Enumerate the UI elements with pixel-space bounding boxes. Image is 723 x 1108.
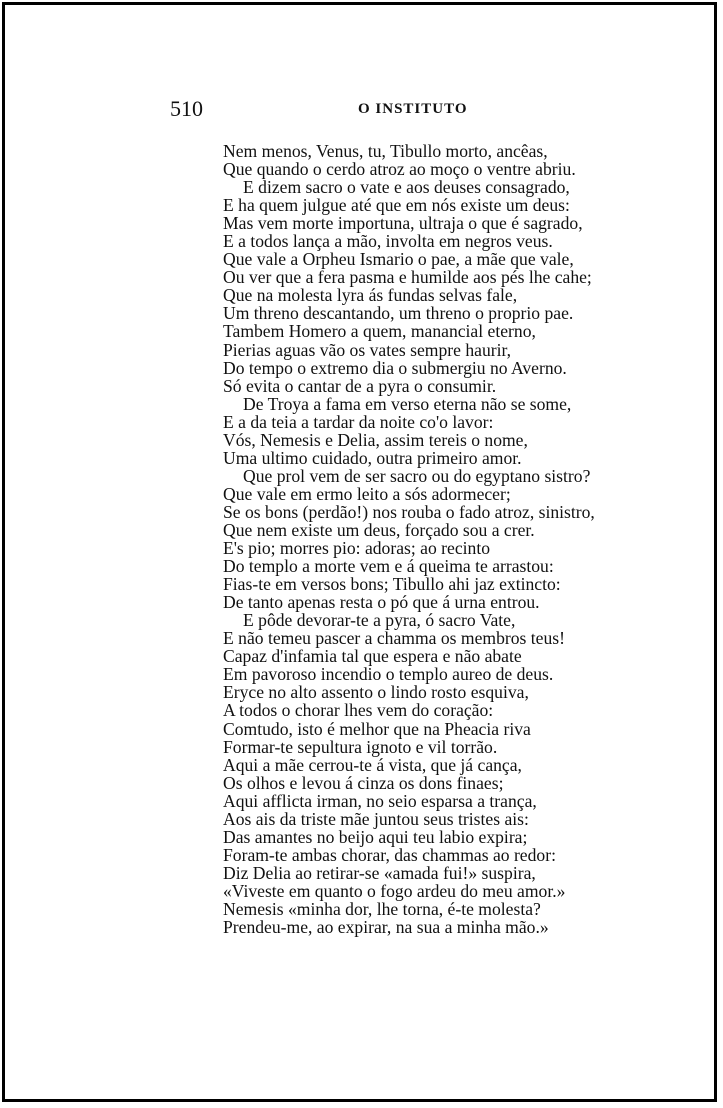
poem-line: Foram-te ambas chorar, das chammas ao redor: <box>223 844 556 865</box>
poem-line: E dizem sacro o vate e aos deuses consagrado, <box>243 177 570 198</box>
poem-line: Diz Delia ao retirar-se «amada fui!» suspira, <box>223 862 536 883</box>
poem-line: E pôde devorar-te a pyra, ó sacro Vate, <box>243 610 516 631</box>
running-title: O INSTITUTO <box>358 101 468 117</box>
poem-line: Que nem existe um deus, forçado sou a crer. <box>223 519 535 540</box>
poem-line: Vós, Nemesis e Delia, assim tereis o nome, <box>223 429 528 450</box>
poem-line: Aqui a mãe cerrou-te á vista, que já cança, <box>223 754 522 775</box>
poem-line: Das amantes no beijo aqui teu labio expira; <box>223 826 528 847</box>
poem-line: Um threno descantando, um threno o proprio pae. <box>223 303 574 324</box>
poem-line: De Troya a fama em verso eterna não se some, <box>243 393 572 414</box>
poem-line: Do templo a morte vem e á queima te arrastou: <box>223 556 554 577</box>
poem-line: Eryce no alto assento o lindo rosto esquiva, <box>223 682 529 703</box>
poem-line: Comtudo, isto é melhor que na Pheacia riva <box>223 718 531 739</box>
poem-line: Prendeu-me, ao expirar, na sua a minha mão.» <box>223 917 549 938</box>
poem-line: Mas vem morte importuna, ultraja o que é sagrado, <box>223 213 583 234</box>
poem-line: E a da teia a tardar da noite co'o lavor: <box>223 411 494 432</box>
poem-line: Que vale a Orpheu Ismario o pae, a mãe que vale, <box>223 249 574 270</box>
poem-line: Aqui afflicta irman, no seio esparsa a trança, <box>223 790 537 811</box>
poem-line: Que prol vem de ser sacro ou do egyptano sistro? <box>243 465 591 486</box>
poem-line: Fias-te em versos bons; Tibullo ahi jaz extincto: <box>223 574 561 595</box>
poem-line: Em pavoroso incendio o templo aureo de deus. <box>223 664 554 685</box>
poem-line: E's pio; morres pio: adoras; ao recinto <box>223 538 491 559</box>
poem-line: «Viveste em quanto o fogo ardeu do meu amor.» <box>223 880 566 901</box>
poem-line: Pierias aguas vão os vates sempre haurir, <box>223 339 512 360</box>
poem-body <box>223 142 603 936</box>
poem-line: Que quando o cerdo atroz ao moço o ventre abriu. <box>223 159 576 180</box>
poem-line: De tanto apenas resta o pó que á urna entrou. <box>223 592 540 613</box>
poem-line: E não temeu pascer a chamma os membros teus! <box>223 628 565 649</box>
poem-line: Nemesis «minha dor, lhe torna, é-te molesta? <box>223 898 541 919</box>
poem-line: Aos ais da triste mãe juntou seus tristes ais: <box>223 808 529 829</box>
poem-line: Que vale em ermo leito a sós adormecer; <box>223 483 511 504</box>
poem-line: E a todos lança a mão, involta em negros veus. <box>223 231 553 252</box>
poem-line: Que na molesta lyra ás fundas selvas fale, <box>223 285 518 306</box>
poem-line: Do tempo o extremo dia o submergiu no Averno. <box>223 357 567 378</box>
poem-line: Se os bons (perdão!) nos rouba o fado atroz, sinistro, <box>223 501 595 522</box>
poem-line: Ou ver que a fera pasma e humilde aos pés lhe cahe; <box>223 267 592 288</box>
poem-line: Tambem Homero a quem, manancial eterno, <box>223 321 536 342</box>
poem-line: Nem menos, Venus, tu, Tibullo morto, ancêas, <box>223 141 548 161</box>
poem-line: E ha quem julgue até que em nós existe um deus: <box>223 195 570 216</box>
poem-line: A todos o chorar lhes vem do coração: <box>223 700 494 721</box>
page-number: 510 <box>170 96 203 121</box>
poem-line: Formar-te sepultura ignoto e vil torrão. <box>223 736 498 757</box>
poem-line: Os olhos e levou á cinza os dons finaes; <box>223 772 504 793</box>
poem-line: Capaz d'infamia tal que espera e não abate <box>223 646 522 667</box>
poem-line: Uma ultimo cuidado, outra primeiro amor. <box>223 447 522 468</box>
poem-line: Só evita o cantar de a pyra o consumir. <box>223 375 497 396</box>
page-header <box>170 96 600 122</box>
